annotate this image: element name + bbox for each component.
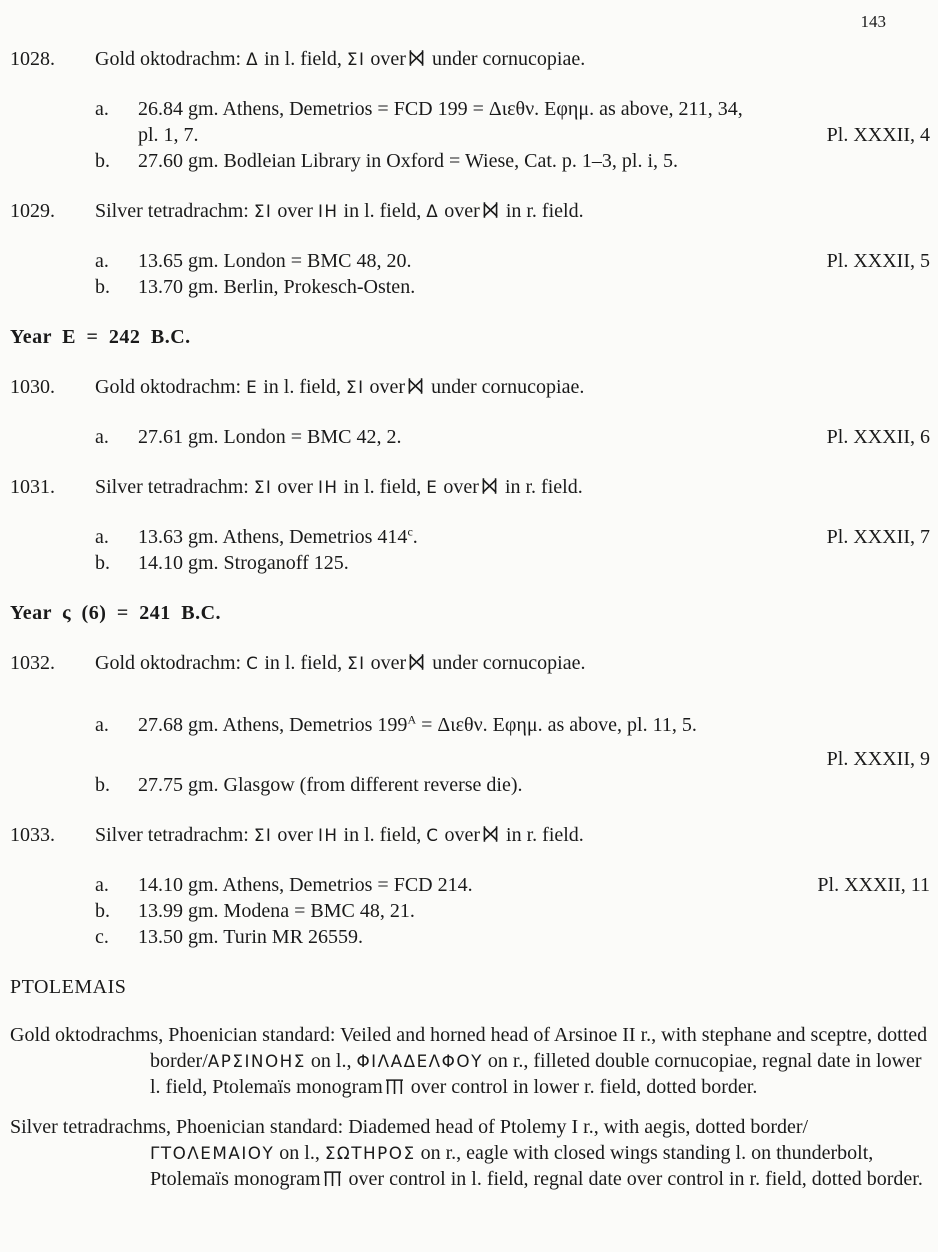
item-letter: a.	[95, 526, 109, 548]
control-monogram-icon	[408, 378, 423, 394]
item-letter: b.	[95, 276, 110, 298]
catalog-entry-1030	[10, 374, 930, 450]
entry-headline: Gold oktodrachm: Ε in l. field, ΣΙ over under cornucopiae.	[95, 376, 585, 398]
entry-headline: Silver tetradrachm: ΣΙ over ΙΗ in l. field, Δ over in r. field.	[95, 200, 584, 222]
plate-reference	[918, 924, 930, 950]
item-text: 13.99 gm. Modena = BMC 48, 21.	[138, 900, 415, 922]
item-text: 14.10 gm. Athens, Demetrios = FCD 214.	[138, 874, 473, 896]
item-text: 13.65 gm. London = BMC 48, 20.	[138, 250, 412, 272]
item-text: 13.70 gm. Berlin, Prokesch-Osten.	[138, 276, 416, 298]
item-text: 27.68 gm. Athens, Demetrios $199^A = \Delta\iota\varepsilon\theta\nu$. Εφημ. as above, pl. 11, 5.	[138, 712, 697, 736]
item-letter	[95, 122, 138, 148]
year-heading-241bc: Year ς (6) = 241 B.C.	[10, 602, 222, 624]
control-monogram-icon	[483, 202, 498, 218]
plate-reference: Pl. XXXII, 7	[826, 526, 930, 548]
entry-number: 1029.	[10, 200, 55, 222]
specimen-row	[95, 746, 930, 772]
entry-headline: Gold oktodrachm: Δ in l. field, ΣΙ over under cornucopiae.	[95, 48, 586, 70]
specimen-row	[95, 274, 930, 300]
specimen-row	[95, 248, 930, 274]
specimen-row	[95, 872, 930, 898]
item-text	[138, 746, 815, 772]
plate-reference: Pl. XXXII, 4	[826, 124, 930, 146]
specimen-row	[95, 898, 930, 924]
item-text: 13.50 gm. Turin MR 26559.	[138, 926, 364, 948]
specimen-row	[95, 924, 930, 950]
plate-reference	[918, 712, 930, 738]
control-monogram-icon	[409, 50, 424, 66]
entry-number: 1033.	[10, 824, 55, 846]
entry-headline: Silver tetradrachm: ΣΙ over ΙΗ in l. field, Ε over in r. field.	[95, 476, 583, 498]
catalog-entry-1033	[10, 822, 930, 950]
item-text: 27.60 gm. Bodleian Library in Oxford = Wiese, Cat. p. 1–3, pl. i, 5.	[138, 150, 679, 172]
type-description-gold-oktodrachms: Gold oktodrachms, Phoenician standard: Veiled and horned head of Arsinoe II r., with stephane and sceptre, dotted border/ΑΡΣΙΝΟΗΣ on l., ΦΙΛΑΔΕΛΦΟΥ on r., filleted double cornucopiae, regnal date in lower l. field, Ptolemaïs monogram over control in lower r. field, dotted border.	[10, 1024, 928, 1098]
item-letter: b.	[95, 900, 110, 922]
item-letter: b.	[95, 774, 110, 796]
item-text: 14.10 gm. Stroganoff 125.	[138, 552, 349, 574]
control-monogram-icon	[482, 478, 497, 494]
ptolemais-monogram-icon	[386, 1079, 403, 1094]
plate-reference: Pl. XXXII, 9	[826, 748, 930, 770]
item-letter: a.	[95, 250, 109, 272]
item-text: 26.84 gm. Athens, Demetrios = FCD 199 = Διεθν. Εφημ. as above, 211, 34,	[138, 98, 743, 120]
specimen-row	[95, 424, 930, 450]
item-letter: a.	[95, 874, 109, 896]
plate-reference	[918, 898, 930, 924]
specimen-row	[95, 524, 930, 550]
catalog-entry-1028	[10, 46, 930, 174]
control-monogram-icon	[483, 826, 498, 842]
item-text: 27.75 gm. Glasgow (from different reverse die).	[138, 774, 523, 796]
entry-number: 1030.	[10, 376, 55, 398]
item-letter: b.	[95, 552, 110, 574]
entry-number: 1028.	[10, 48, 55, 70]
entry-headline: Gold oktodrachm: C in l. field, ΣΙ over under cornucopiae.	[95, 652, 586, 674]
item-text: 13.63 gm. Athens, Demetrios 414$^c$.	[138, 524, 418, 548]
control-monogram-icon	[409, 654, 424, 670]
catalog-entry-1031	[10, 474, 930, 576]
specimen-row	[95, 148, 930, 174]
plate-reference	[918, 148, 930, 174]
specimen-row	[95, 772, 930, 798]
plate-reference: Pl. XXXII, 6	[826, 426, 930, 448]
item-letter: c.	[95, 926, 109, 948]
catalog-entry-1032	[10, 650, 930, 798]
type-description-silver-tetradrachms: Silver tetradrachms, Phoenician standard: Diademed head of Ptolemy I r., with aegis, dotted border/ΓΤΟΛΕΜΑΙΟΥ on l., ΣΩΤΗΡΟΣ on r., eagle with closed wings standing l. on thunderbolt, Ptolemaïs monogram over control in l. field, regnal date over control in r. field, dotted border.	[10, 1116, 923, 1190]
year-heading-242bc: Year E = 242 B.C.	[10, 326, 191, 348]
specimen-row	[95, 122, 930, 148]
specimen-row	[95, 712, 930, 738]
item-letter: a.	[95, 98, 109, 120]
item-letter: a.	[95, 426, 109, 448]
plate-reference	[918, 772, 930, 798]
plate-reference	[918, 550, 930, 576]
plate-reference	[918, 274, 930, 300]
page-number: 143	[860, 12, 886, 31]
catalog-entry-1029	[10, 198, 930, 300]
specimen-row	[95, 550, 930, 576]
entry-headline: Silver tetradrachm: ΣΙ over ΙΗ in l. field, C over in r. field.	[95, 824, 584, 846]
plate-reference	[918, 96, 930, 122]
item-text: 27.61 gm. London = BMC 42, 2.	[138, 426, 402, 448]
specimen-row	[95, 96, 930, 122]
ptolemais-monogram-icon	[324, 1171, 341, 1186]
entry-number: 1031.	[10, 476, 55, 498]
entry-number: 1032.	[10, 652, 55, 674]
item-letter: b.	[95, 150, 110, 172]
item-letter: a.	[95, 714, 109, 736]
section-heading-ptolemais: PTOLEMAIS	[10, 976, 127, 998]
item-text: pl. 1, 7.	[138, 124, 199, 146]
plate-reference: Pl. XXXII, 5	[826, 250, 930, 272]
plate-reference: Pl. XXXII, 11	[817, 874, 930, 896]
item-letter	[95, 746, 138, 772]
